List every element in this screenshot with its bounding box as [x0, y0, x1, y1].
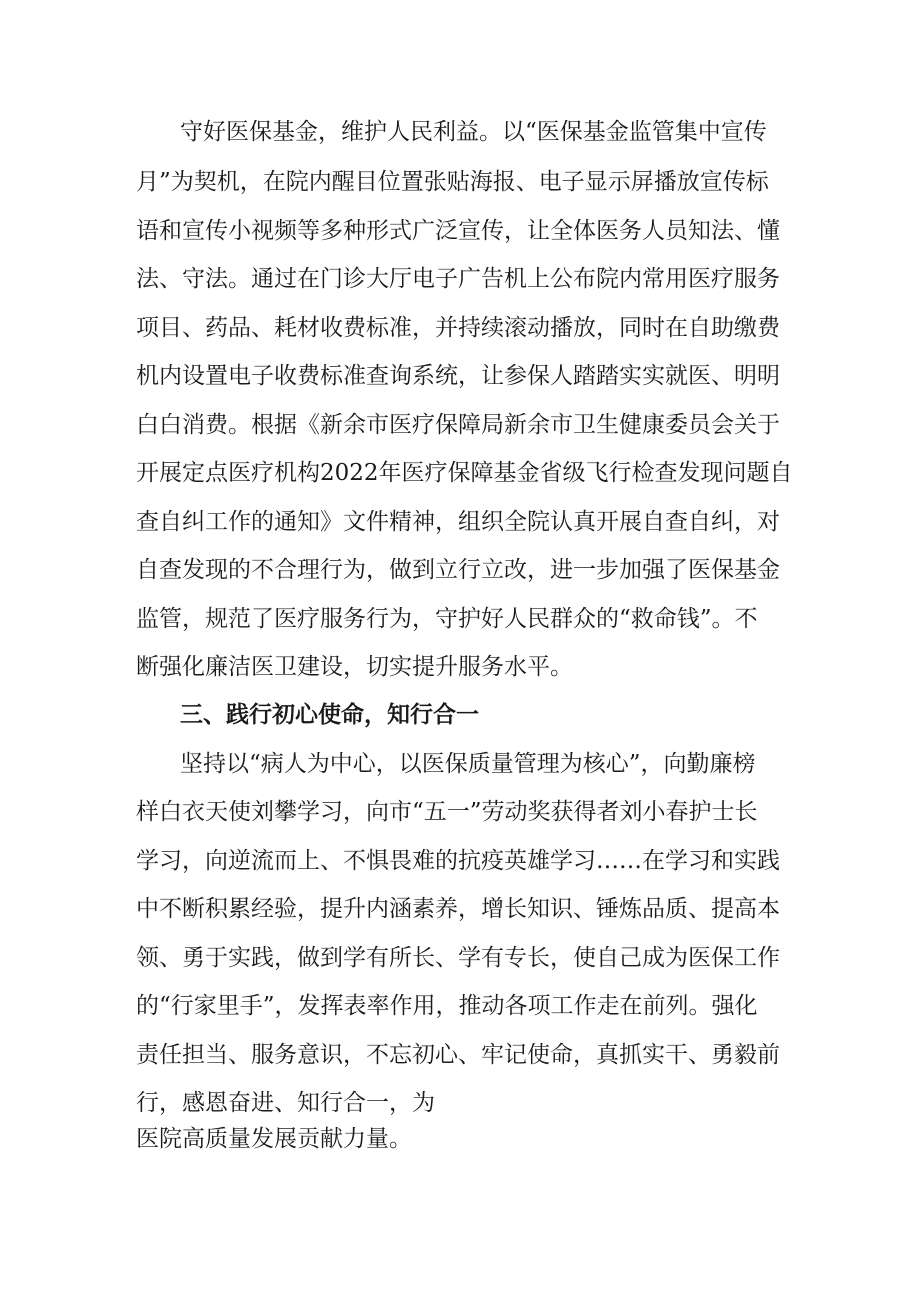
- paragraph-1-line-8: 开展定点医疗机构2022年医疗保障基金省级飞行检查发现问题自: [136, 460, 793, 486]
- paragraph-1-line-10: 自查发现的不合理行为，做到立行立改，进一步加强了医保基金: [136, 557, 780, 583]
- section-heading: 三、践行初心使命，知行合一: [180, 702, 479, 728]
- paragraph-2-line-6: 的“行家里手”，发挥表率作用，推动各项工作走在前列。强化: [136, 993, 758, 1019]
- paragraph-2-line-4: 中不断积累经验，提升内涵素养，增长知识、锤炼品质、提高本: [136, 896, 780, 922]
- paragraph-1-line-4: 法、守法。通过在门诊大厅电子广告机上公布院内常用医疗服务: [136, 266, 780, 292]
- paragraph-2-line-1: 坚持以“病人为中心，以医保质量管理为核心”，向勤廉榜: [180, 751, 756, 777]
- paragraph-2-line-7: 责任担当、服务意识，不忘初心、牢记使命，真抓实干、勇毅前: [136, 1042, 780, 1068]
- paragraph-2-line-9: 医院高质量发展贡献力量。: [136, 1126, 412, 1152]
- paragraph-2-line-3: 学习，向逆流而上、不惧畏难的抗疫英雄学习……在学习和实践: [136, 848, 780, 874]
- paragraph-1-line-11: 监管，规范了医疗服务行为，守护好人民群众的“救命钱”。不: [136, 606, 758, 632]
- paragraph-1-line-5: 项目、药品、耗材收费标准，并持续滚动播放，同时在自助缴费: [136, 315, 780, 341]
- paragraph-1-line-1: 守好医保基金，维护人民利益。以“医保基金监管集中宣传: [180, 119, 767, 145]
- paragraph-2-line-2: 样白衣天使刘攀学习，向市“五一”劳动奖获得者刘小春护士长: [136, 799, 758, 825]
- paragraph-1-line-7: 白白消费。根据《新余市医疗保障局新余市卫生健康委员会关于: [136, 412, 780, 438]
- paragraph-1-line-12: 断强化廉洁医卫建设，切实提升服务水平。: [136, 654, 573, 680]
- paragraph-1-line-2: 月”为契机，在院内醒目位置张贴海报、电子显示屏播放宣传标: [136, 169, 769, 195]
- paragraph-2-line-8: 行，感恩奋进、知行合一，为: [136, 1090, 435, 1116]
- paragraph-1-line-6: 机内设置电子收费标准查询系统，让参保人踏踏实实就医、明明: [136, 363, 780, 389]
- paragraph-1-line-9: 查自纠工作的通知》文件精神，组织全院认真开展自查自纠，对: [136, 509, 780, 535]
- paragraph-1-line-3: 语和宣传小视频等多种形式广泛宣传，让全体医务人员知法、懂: [136, 218, 780, 244]
- paragraph-2-line-5: 领、勇于实践，做到学有所长、学有专长，使自己成为医保工作: [136, 945, 780, 971]
